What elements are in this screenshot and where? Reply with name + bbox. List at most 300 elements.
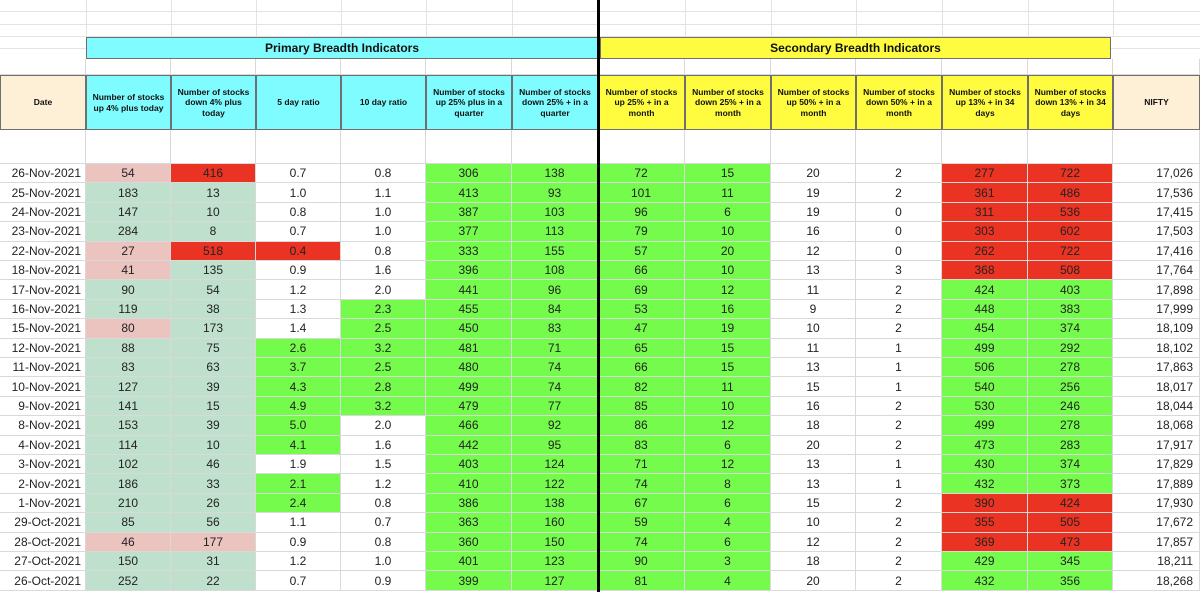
cell-date[interactable]: 16-Nov-2021 xyxy=(0,300,86,319)
cell-down25m[interactable]: 10 xyxy=(685,397,771,416)
cell-down13[interactable]: 403 xyxy=(1028,280,1113,299)
cell-down13[interactable]: 536 xyxy=(1028,203,1113,222)
gap-cell[interactable] xyxy=(685,130,771,164)
cell-down25m[interactable]: 6 xyxy=(685,533,771,552)
cell-down4[interactable]: 416 xyxy=(171,164,256,183)
cell-up50m[interactable]: 15 xyxy=(771,377,856,396)
cell-up13[interactable]: 430 xyxy=(942,455,1028,474)
cell-nifty[interactable]: 17,829 xyxy=(1113,455,1200,474)
cell-nifty[interactable]: 17,889 xyxy=(1113,474,1200,493)
cell-ratio5[interactable]: 0.7 xyxy=(256,164,341,183)
cell-up50m[interactable]: 20 xyxy=(771,436,856,455)
cell-down50m[interactable]: 2 xyxy=(856,571,942,590)
cell-up4[interactable]: 183 xyxy=(86,183,171,202)
spacer-cell[interactable] xyxy=(341,59,426,75)
cell-down25m[interactable]: 10 xyxy=(685,222,771,241)
cell-nifty[interactable]: 17,415 xyxy=(1113,203,1200,222)
cell-date[interactable]: 29-Oct-2021 xyxy=(0,513,86,532)
cell-ratio10[interactable]: 2.0 xyxy=(341,280,426,299)
cell-down13[interactable]: 505 xyxy=(1028,513,1113,532)
cell-down4[interactable]: 39 xyxy=(171,377,256,396)
cell-ratio10[interactable]: 2.8 xyxy=(341,377,426,396)
cell-ratio5[interactable]: 1.4 xyxy=(256,319,341,338)
cell-up4[interactable]: 102 xyxy=(86,455,171,474)
cell-down13[interactable]: 278 xyxy=(1028,358,1113,377)
cell-up50m[interactable]: 15 xyxy=(771,494,856,513)
cell-up25m[interactable]: 101 xyxy=(598,183,685,202)
cell-down25q[interactable]: 127 xyxy=(512,571,598,590)
cell-up4[interactable]: 88 xyxy=(86,339,171,358)
cell-down50m[interactable]: 1 xyxy=(856,358,942,377)
cell-up4[interactable]: 27 xyxy=(86,242,171,261)
secondary-group-header[interactable]: Secondary Breadth Indicators xyxy=(600,37,1111,59)
cell-down50m[interactable]: 1 xyxy=(856,474,942,493)
cell-ratio5[interactable]: 1.0 xyxy=(256,183,341,202)
cell-up13[interactable]: 311 xyxy=(942,203,1028,222)
cell-date[interactable]: 15-Nov-2021 xyxy=(0,319,86,338)
cell-down13[interactable]: 373 xyxy=(1028,474,1113,493)
cell-up25q[interactable]: 306 xyxy=(426,164,512,183)
cell-up25q[interactable]: 466 xyxy=(426,416,512,435)
cell-up4[interactable]: 85 xyxy=(86,513,171,532)
cell-down13[interactable]: 345 xyxy=(1028,552,1113,571)
cell-down4[interactable]: 38 xyxy=(171,300,256,319)
cell-up25m[interactable]: 71 xyxy=(598,455,685,474)
cell-up25m[interactable]: 53 xyxy=(598,300,685,319)
spacer-cell[interactable] xyxy=(598,59,685,75)
cell-down25m[interactable]: 12 xyxy=(685,455,771,474)
gap-cell[interactable] xyxy=(1113,130,1200,164)
cell-ratio10[interactable]: 2.0 xyxy=(341,416,426,435)
cell-down13[interactable]: 383 xyxy=(1028,300,1113,319)
cell-down13[interactable]: 256 xyxy=(1028,377,1113,396)
cell-up25q[interactable]: 386 xyxy=(426,494,512,513)
cell-nifty[interactable]: 17,026 xyxy=(1113,164,1200,183)
cell-down4[interactable]: 518 xyxy=(171,242,256,261)
cell-up13[interactable]: 429 xyxy=(942,552,1028,571)
spacer-cell[interactable] xyxy=(171,59,256,75)
cell-up25m[interactable]: 65 xyxy=(598,339,685,358)
cell-ratio5[interactable]: 0.9 xyxy=(256,261,341,280)
cell-down50m[interactable]: 0 xyxy=(856,242,942,261)
cell-down25m[interactable]: 6 xyxy=(685,436,771,455)
cell-up25q[interactable]: 442 xyxy=(426,436,512,455)
cell-ratio10[interactable]: 1.0 xyxy=(341,203,426,222)
cell-date[interactable]: 22-Nov-2021 xyxy=(0,242,86,261)
cell-down25q[interactable]: 74 xyxy=(512,358,598,377)
cell-up25m[interactable]: 74 xyxy=(598,474,685,493)
cell-ratio10[interactable]: 1.0 xyxy=(341,552,426,571)
cell-down25m[interactable]: 4 xyxy=(685,571,771,590)
cell-up25q[interactable]: 399 xyxy=(426,571,512,590)
cell-ratio5[interactable]: 0.7 xyxy=(256,222,341,241)
cell-date[interactable]: 2-Nov-2021 xyxy=(0,474,86,493)
cell-ratio5[interactable]: 0.4 xyxy=(256,242,341,261)
cell-up13[interactable]: 540 xyxy=(942,377,1028,396)
cell-down25q[interactable]: 92 xyxy=(512,416,598,435)
cell-up13[interactable]: 499 xyxy=(942,416,1028,435)
cell-ratio5[interactable]: 0.8 xyxy=(256,203,341,222)
cell-up13[interactable]: 499 xyxy=(942,339,1028,358)
cell-up4[interactable]: 41 xyxy=(86,261,171,280)
cell-up25m[interactable]: 74 xyxy=(598,533,685,552)
cell-down4[interactable]: 39 xyxy=(171,416,256,435)
cell-down25m[interactable]: 11 xyxy=(685,183,771,202)
cell-down13[interactable]: 278 xyxy=(1028,416,1113,435)
cell-down4[interactable]: 22 xyxy=(171,571,256,590)
cell-up13[interactable]: 432 xyxy=(942,571,1028,590)
cell-down4[interactable]: 10 xyxy=(171,436,256,455)
cell-nifty[interactable]: 17,416 xyxy=(1113,242,1200,261)
cell-down25q[interactable]: 138 xyxy=(512,494,598,513)
cell-down25q[interactable]: 160 xyxy=(512,513,598,532)
gap-cell[interactable] xyxy=(171,130,256,164)
cell-up25m[interactable]: 67 xyxy=(598,494,685,513)
cell-up25q[interactable]: 377 xyxy=(426,222,512,241)
cell-up4[interactable]: 127 xyxy=(86,377,171,396)
cell-nifty[interactable]: 17,672 xyxy=(1113,513,1200,532)
cell-down50m[interactable]: 2 xyxy=(856,300,942,319)
cell-up13[interactable]: 355 xyxy=(942,513,1028,532)
cell-down4[interactable]: 56 xyxy=(171,513,256,532)
cell-up4[interactable]: 150 xyxy=(86,552,171,571)
cell-up25m[interactable]: 57 xyxy=(598,242,685,261)
cell-ratio10[interactable]: 1.1 xyxy=(341,183,426,202)
cell-down25m[interactable]: 15 xyxy=(685,358,771,377)
cell-up4[interactable]: 80 xyxy=(86,319,171,338)
cell-ratio5[interactable]: 0.9 xyxy=(256,533,341,552)
cell-date[interactable]: 17-Nov-2021 xyxy=(0,280,86,299)
gap-cell[interactable] xyxy=(942,130,1028,164)
cell-down4[interactable]: 135 xyxy=(171,261,256,280)
cell-up13[interactable]: 473 xyxy=(942,436,1028,455)
spacer-cell[interactable] xyxy=(771,59,856,75)
cell-ratio5[interactable]: 1.3 xyxy=(256,300,341,319)
cell-up25q[interactable]: 413 xyxy=(426,183,512,202)
cell-down25m[interactable]: 8 xyxy=(685,474,771,493)
cell-up25q[interactable]: 450 xyxy=(426,319,512,338)
cell-down25m[interactable]: 6 xyxy=(685,494,771,513)
cell-up50m[interactable]: 11 xyxy=(771,339,856,358)
cell-down4[interactable]: 173 xyxy=(171,319,256,338)
cell-ratio5[interactable]: 5.0 xyxy=(256,416,341,435)
cell-down13[interactable]: 292 xyxy=(1028,339,1113,358)
cell-up50m[interactable]: 11 xyxy=(771,280,856,299)
cell-ratio10[interactable]: 3.2 xyxy=(341,339,426,358)
gap-cell[interactable] xyxy=(512,130,598,164)
cell-down13[interactable]: 722 xyxy=(1028,164,1113,183)
cell-down25q[interactable]: 77 xyxy=(512,397,598,416)
cell-up25q[interactable]: 387 xyxy=(426,203,512,222)
cell-ratio5[interactable]: 1.2 xyxy=(256,552,341,571)
cell-up50m[interactable]: 12 xyxy=(771,533,856,552)
cell-up25m[interactable]: 82 xyxy=(598,377,685,396)
cell-ratio10[interactable]: 0.9 xyxy=(341,571,426,590)
cell-down13[interactable]: 356 xyxy=(1028,571,1113,590)
cell-up4[interactable]: 153 xyxy=(86,416,171,435)
cell-up50m[interactable]: 9 xyxy=(771,300,856,319)
cell-up4[interactable]: 90 xyxy=(86,280,171,299)
cell-up25m[interactable]: 85 xyxy=(598,397,685,416)
header-date[interactable]: Date xyxy=(0,75,86,130)
cell-down25q[interactable]: 74 xyxy=(512,377,598,396)
spacer-cell[interactable] xyxy=(426,59,512,75)
cell-down25q[interactable]: 122 xyxy=(512,474,598,493)
cell-down25m[interactable]: 12 xyxy=(685,416,771,435)
cell-up50m[interactable]: 13 xyxy=(771,358,856,377)
gap-cell[interactable] xyxy=(1028,130,1113,164)
header-up25q[interactable]: Number of stocks up 25% plus in a quarter xyxy=(426,75,512,130)
cell-date[interactable]: 23-Nov-2021 xyxy=(0,222,86,241)
cell-date[interactable]: 24-Nov-2021 xyxy=(0,203,86,222)
cell-up4[interactable]: 186 xyxy=(86,474,171,493)
cell-down4[interactable]: 26 xyxy=(171,494,256,513)
cell-down13[interactable]: 508 xyxy=(1028,261,1113,280)
cell-nifty[interactable]: 18,044 xyxy=(1113,397,1200,416)
cell-ratio10[interactable]: 0.8 xyxy=(341,242,426,261)
cell-up4[interactable]: 46 xyxy=(86,533,171,552)
spacer-cell[interactable] xyxy=(86,59,171,75)
cell-up50m[interactable]: 10 xyxy=(771,513,856,532)
gap-cell[interactable] xyxy=(0,130,86,164)
cell-up25q[interactable]: 396 xyxy=(426,261,512,280)
cell-up4[interactable]: 119 xyxy=(86,300,171,319)
cell-down13[interactable]: 486 xyxy=(1028,183,1113,202)
cell-down25q[interactable]: 83 xyxy=(512,319,598,338)
cell-down25q[interactable]: 93 xyxy=(512,183,598,202)
cell-ratio5[interactable]: 0.7 xyxy=(256,571,341,590)
cell-down25q[interactable]: 124 xyxy=(512,455,598,474)
cell-down4[interactable]: 54 xyxy=(171,280,256,299)
cell-down4[interactable]: 15 xyxy=(171,397,256,416)
cell-up13[interactable]: 368 xyxy=(942,261,1028,280)
cell-down50m[interactable]: 3 xyxy=(856,261,942,280)
cell-down13[interactable]: 722 xyxy=(1028,242,1113,261)
cell-date[interactable]: 1-Nov-2021 xyxy=(0,494,86,513)
cell-up25q[interactable]: 441 xyxy=(426,280,512,299)
cell-up50m[interactable]: 19 xyxy=(771,203,856,222)
cell-up13[interactable]: 369 xyxy=(942,533,1028,552)
spacer-cell[interactable] xyxy=(685,59,771,75)
cell-down25q[interactable]: 138 xyxy=(512,164,598,183)
cell-nifty[interactable]: 17,503 xyxy=(1113,222,1200,241)
cell-nifty[interactable]: 18,268 xyxy=(1113,571,1200,590)
cell-ratio10[interactable]: 1.5 xyxy=(341,455,426,474)
cell-up13[interactable]: 424 xyxy=(942,280,1028,299)
cell-up50m[interactable]: 10 xyxy=(771,319,856,338)
gap-cell[interactable] xyxy=(598,130,685,164)
cell-up50m[interactable]: 16 xyxy=(771,222,856,241)
cell-ratio5[interactable]: 4.3 xyxy=(256,377,341,396)
cell-down25m[interactable]: 12 xyxy=(685,280,771,299)
cell-down25q[interactable]: 123 xyxy=(512,552,598,571)
cell-up25m[interactable]: 66 xyxy=(598,358,685,377)
cell-date[interactable]: 3-Nov-2021 xyxy=(0,455,86,474)
header-down13[interactable]: Number of stocks down 13% + in 34 days xyxy=(1028,75,1113,130)
cell-up25q[interactable]: 455 xyxy=(426,300,512,319)
cell-up4[interactable]: 147 xyxy=(86,203,171,222)
cell-up25q[interactable]: 403 xyxy=(426,455,512,474)
cell-up4[interactable]: 284 xyxy=(86,222,171,241)
cell-down25q[interactable]: 96 xyxy=(512,280,598,299)
cell-up50m[interactable]: 19 xyxy=(771,183,856,202)
cell-nifty[interactable]: 18,068 xyxy=(1113,416,1200,435)
cell-down13[interactable]: 374 xyxy=(1028,455,1113,474)
cell-down4[interactable]: 13 xyxy=(171,183,256,202)
header-ratio5[interactable]: 5 day ratio xyxy=(256,75,341,130)
cell-ratio10[interactable]: 0.8 xyxy=(341,533,426,552)
cell-down50m[interactable]: 2 xyxy=(856,513,942,532)
cell-up50m[interactable]: 18 xyxy=(771,416,856,435)
cell-down25m[interactable]: 19 xyxy=(685,319,771,338)
cell-down4[interactable]: 33 xyxy=(171,474,256,493)
cell-down50m[interactable]: 2 xyxy=(856,533,942,552)
cell-nifty[interactable]: 17,917 xyxy=(1113,436,1200,455)
cell-down25q[interactable]: 103 xyxy=(512,203,598,222)
gap-cell[interactable] xyxy=(426,130,512,164)
cell-down50m[interactable]: 2 xyxy=(856,319,942,338)
gap-cell[interactable] xyxy=(341,130,426,164)
cell-up13[interactable]: 303 xyxy=(942,222,1028,241)
cell-down50m[interactable]: 2 xyxy=(856,397,942,416)
cell-ratio5[interactable]: 2.6 xyxy=(256,339,341,358)
cell-ratio10[interactable]: 0.7 xyxy=(341,513,426,532)
cell-up50m[interactable]: 20 xyxy=(771,164,856,183)
cell-up50m[interactable]: 13 xyxy=(771,455,856,474)
cell-up25q[interactable]: 499 xyxy=(426,377,512,396)
cell-up50m[interactable]: 16 xyxy=(771,397,856,416)
cell-down25m[interactable]: 10 xyxy=(685,261,771,280)
cell-ratio10[interactable]: 2.5 xyxy=(341,319,426,338)
header-down4[interactable]: Number of stocks down 4% plus today xyxy=(171,75,256,130)
cell-down50m[interactable]: 2 xyxy=(856,436,942,455)
cell-up13[interactable]: 262 xyxy=(942,242,1028,261)
cell-ratio5[interactable]: 1.2 xyxy=(256,280,341,299)
cell-down25m[interactable]: 20 xyxy=(685,242,771,261)
cell-up25q[interactable]: 480 xyxy=(426,358,512,377)
header-down25q[interactable]: Number of stocks down 25% + in a quarter xyxy=(512,75,598,130)
header-down25m[interactable]: Number of stocks down 25% + in a month xyxy=(685,75,771,130)
cell-down4[interactable]: 10 xyxy=(171,203,256,222)
cell-nifty[interactable]: 18,102 xyxy=(1113,339,1200,358)
cell-down4[interactable]: 177 xyxy=(171,533,256,552)
cell-up4[interactable]: 210 xyxy=(86,494,171,513)
cell-down25m[interactable]: 11 xyxy=(685,377,771,396)
gap-cell[interactable] xyxy=(86,130,171,164)
header-up4[interactable]: Number of stocks up 4% plus today xyxy=(86,75,171,130)
cell-up4[interactable]: 114 xyxy=(86,436,171,455)
cell-down50m[interactable]: 1 xyxy=(856,455,942,474)
header-down50m[interactable]: Number of stocks down 50% + in a month xyxy=(856,75,942,130)
cell-ratio10[interactable]: 1.2 xyxy=(341,474,426,493)
cell-nifty[interactable]: 17,764 xyxy=(1113,261,1200,280)
cell-down4[interactable]: 8 xyxy=(171,222,256,241)
cell-down25m[interactable]: 6 xyxy=(685,203,771,222)
cell-up25q[interactable]: 481 xyxy=(426,339,512,358)
cell-up25m[interactable]: 83 xyxy=(598,436,685,455)
cell-down25q[interactable]: 84 xyxy=(512,300,598,319)
cell-date[interactable]: 4-Nov-2021 xyxy=(0,436,86,455)
spacer-cell[interactable] xyxy=(256,59,341,75)
cell-ratio5[interactable]: 1.1 xyxy=(256,513,341,532)
cell-up13[interactable]: 277 xyxy=(942,164,1028,183)
cell-down13[interactable]: 473 xyxy=(1028,533,1113,552)
cell-up25m[interactable]: 47 xyxy=(598,319,685,338)
cell-up25q[interactable]: 401 xyxy=(426,552,512,571)
cell-down25m[interactable]: 4 xyxy=(685,513,771,532)
cell-date[interactable]: 10-Nov-2021 xyxy=(0,377,86,396)
cell-up25m[interactable]: 86 xyxy=(598,416,685,435)
cell-up25m[interactable]: 66 xyxy=(598,261,685,280)
cell-ratio10[interactable]: 0.8 xyxy=(341,164,426,183)
cell-date[interactable]: 26-Oct-2021 xyxy=(0,571,86,590)
cell-down25m[interactable]: 3 xyxy=(685,552,771,571)
gap-cell[interactable] xyxy=(256,130,341,164)
cell-down50m[interactable]: 2 xyxy=(856,494,942,513)
cell-down25q[interactable]: 155 xyxy=(512,242,598,261)
cell-up25q[interactable]: 479 xyxy=(426,397,512,416)
cell-date[interactable]: 12-Nov-2021 xyxy=(0,339,86,358)
cell-ratio10[interactable]: 1.6 xyxy=(341,261,426,280)
cell-up13[interactable]: 361 xyxy=(942,183,1028,202)
cell-down13[interactable]: 283 xyxy=(1028,436,1113,455)
spacer-cell[interactable] xyxy=(1113,59,1200,75)
cell-up50m[interactable]: 12 xyxy=(771,242,856,261)
cell-up25m[interactable]: 90 xyxy=(598,552,685,571)
cell-up13[interactable]: 530 xyxy=(942,397,1028,416)
cell-down50m[interactable]: 1 xyxy=(856,377,942,396)
cell-ratio10[interactable]: 3.2 xyxy=(341,397,426,416)
cell-down13[interactable]: 246 xyxy=(1028,397,1113,416)
cell-up50m[interactable]: 20 xyxy=(771,571,856,590)
primary-group-header[interactable]: Primary Breadth Indicators xyxy=(86,37,598,59)
header-up13[interactable]: Number of stocks up 13% + in 34 days xyxy=(942,75,1028,130)
cell-date[interactable]: 18-Nov-2021 xyxy=(0,261,86,280)
cell-up25m[interactable]: 79 xyxy=(598,222,685,241)
cell-date[interactable]: 25-Nov-2021 xyxy=(0,183,86,202)
cell-up4[interactable]: 252 xyxy=(86,571,171,590)
gap-cell[interactable] xyxy=(856,130,942,164)
cell-nifty[interactable]: 17,898 xyxy=(1113,280,1200,299)
cell-up25q[interactable]: 360 xyxy=(426,533,512,552)
cell-nifty[interactable]: 17,999 xyxy=(1113,300,1200,319)
cell-ratio10[interactable]: 1.0 xyxy=(341,222,426,241)
cell-ratio5[interactable]: 1.9 xyxy=(256,455,341,474)
cell-down13[interactable]: 424 xyxy=(1028,494,1113,513)
cell-up13[interactable]: 448 xyxy=(942,300,1028,319)
cell-down25m[interactable]: 16 xyxy=(685,300,771,319)
spacer-cell[interactable] xyxy=(1028,59,1113,75)
cell-ratio5[interactable]: 3.7 xyxy=(256,358,341,377)
cell-up13[interactable]: 390 xyxy=(942,494,1028,513)
cell-down50m[interactable]: 2 xyxy=(856,416,942,435)
cell-down4[interactable]: 46 xyxy=(171,455,256,474)
cell-nifty[interactable]: 17,930 xyxy=(1113,494,1200,513)
cell-down25m[interactable]: 15 xyxy=(685,339,771,358)
cell-nifty[interactable]: 18,109 xyxy=(1113,319,1200,338)
cell-nifty[interactable]: 17,863 xyxy=(1113,358,1200,377)
cell-nifty[interactable]: 17,536 xyxy=(1113,183,1200,202)
cell-up25m[interactable]: 59 xyxy=(598,513,685,532)
cell-down50m[interactable]: 2 xyxy=(856,164,942,183)
cell-up25m[interactable]: 81 xyxy=(598,571,685,590)
cell-down4[interactable]: 63 xyxy=(171,358,256,377)
header-ratio10[interactable]: 10 day ratio xyxy=(341,75,426,130)
cell-down4[interactable]: 31 xyxy=(171,552,256,571)
cell-up25q[interactable]: 333 xyxy=(426,242,512,261)
cell-down4[interactable]: 75 xyxy=(171,339,256,358)
header-up25m[interactable]: Number of stocks up 25% + in a month xyxy=(598,75,685,130)
